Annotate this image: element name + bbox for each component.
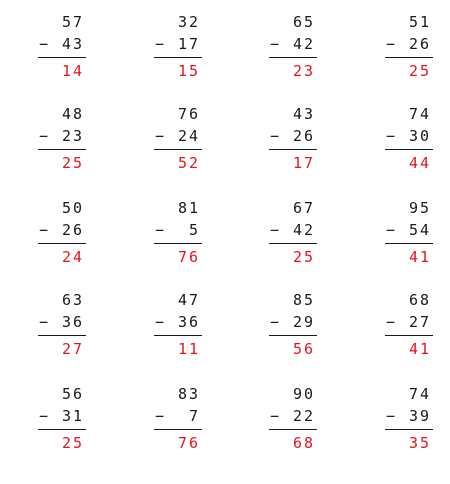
subtraction-problem — [269, 13, 317, 79]
minus-sign: − — [39, 127, 51, 145]
subtraction-problem — [154, 13, 202, 79]
minuend: 51 — [408, 13, 431, 31]
minus-sign: − — [155, 221, 167, 239]
subtraction-problem — [154, 291, 202, 357]
minuend: 57 — [61, 13, 84, 31]
answer-rule — [385, 335, 433, 336]
minuend: 32 — [177, 13, 200, 31]
minuend: 50 — [61, 199, 84, 217]
subtrahend: 39 — [408, 407, 431, 425]
subtraction-problem — [38, 199, 86, 265]
subtrahend: 31 — [61, 407, 84, 425]
minuend: 90 — [292, 385, 315, 403]
answer-rule — [38, 429, 86, 430]
difference-answer: 52 — [177, 154, 200, 172]
difference-answer: 17 — [292, 154, 315, 172]
subtrahend: 22 — [292, 407, 315, 425]
answer-rule — [154, 429, 202, 430]
minus-sign: − — [155, 313, 167, 331]
minus-sign: − — [39, 407, 51, 425]
answer-rule — [38, 57, 86, 58]
minus-sign: − — [155, 407, 167, 425]
difference-answer: 41 — [408, 248, 431, 266]
subtrahend: 30 — [408, 127, 431, 145]
minus-sign: − — [39, 313, 51, 331]
difference-answer: 76 — [177, 248, 200, 266]
answer-rule — [269, 243, 317, 244]
minus-sign: − — [155, 35, 167, 53]
subtrahend: 26 — [292, 127, 315, 145]
minuend: 48 — [61, 105, 84, 123]
subtraction-problem — [385, 385, 433, 451]
answer-rule — [38, 243, 86, 244]
minus-sign: − — [39, 221, 51, 239]
subtrahend: 42 — [292, 35, 315, 53]
subtraction-problem — [38, 291, 86, 357]
minus-sign: − — [386, 313, 398, 331]
subtraction-problem — [38, 105, 86, 171]
subtraction-problem — [385, 105, 433, 171]
minuend: 65 — [292, 13, 315, 31]
minus-sign: − — [155, 127, 167, 145]
answer-rule — [38, 335, 86, 336]
difference-answer: 25 — [292, 248, 315, 266]
minuend: 74 — [408, 385, 431, 403]
difference-answer: 14 — [61, 62, 84, 80]
minuend: 76 — [177, 105, 200, 123]
difference-answer: 25 — [61, 154, 84, 172]
subtrahend: 17 — [177, 35, 200, 53]
subtraction-problem — [269, 105, 317, 171]
subtrahend: 29 — [292, 313, 315, 331]
difference-answer: 76 — [177, 434, 200, 452]
subtraction-problem — [154, 199, 202, 265]
minus-sign: − — [270, 313, 282, 331]
subtrahend: 24 — [177, 127, 200, 145]
answer-rule — [385, 57, 433, 58]
subtraction-problem — [385, 291, 433, 357]
difference-answer: 35 — [408, 434, 431, 452]
minuend: 56 — [61, 385, 84, 403]
difference-answer: 11 — [177, 340, 200, 358]
subtraction-problem — [269, 291, 317, 357]
answer-rule — [269, 149, 317, 150]
subtraction-problem — [385, 199, 433, 265]
subtrahend: 43 — [61, 35, 84, 53]
difference-answer: 41 — [408, 340, 431, 358]
minuend: 67 — [292, 199, 315, 217]
minus-sign: − — [39, 35, 51, 53]
subtrahend: 54 — [408, 221, 431, 239]
subtraction-problem — [269, 199, 317, 265]
minus-sign: − — [386, 35, 398, 53]
answer-rule — [154, 149, 202, 150]
subtrahend: 26 — [61, 221, 84, 239]
minuend: 74 — [408, 105, 431, 123]
minus-sign: − — [270, 127, 282, 145]
subtraction-problem — [38, 385, 86, 451]
minus-sign: − — [386, 407, 398, 425]
subtrahend: 36 — [177, 313, 200, 331]
subtraction-problem — [154, 105, 202, 171]
minuend: 83 — [177, 385, 200, 403]
subtrahend: 23 — [61, 127, 84, 145]
difference-answer: 24 — [61, 248, 84, 266]
difference-answer: 44 — [408, 154, 431, 172]
answer-rule — [385, 243, 433, 244]
minus-sign: − — [270, 221, 282, 239]
minuend: 47 — [177, 291, 200, 309]
minus-sign: − — [386, 127, 398, 145]
subtrahend: 5 — [188, 221, 200, 239]
difference-answer: 15 — [177, 62, 200, 80]
answer-rule — [154, 243, 202, 244]
minuend: 68 — [408, 291, 431, 309]
answer-rule — [269, 335, 317, 336]
subtrahend: 26 — [408, 35, 431, 53]
answer-rule — [269, 57, 317, 58]
subtrahend: 42 — [292, 221, 315, 239]
minuend: 85 — [292, 291, 315, 309]
minus-sign: − — [270, 35, 282, 53]
minuend: 95 — [408, 199, 431, 217]
answer-rule — [154, 335, 202, 336]
subtrahend: 7 — [188, 407, 200, 425]
difference-answer: 25 — [61, 434, 84, 452]
subtraction-problem — [38, 13, 86, 79]
minus-sign: − — [386, 221, 398, 239]
minus-sign: − — [270, 407, 282, 425]
difference-answer: 23 — [292, 62, 315, 80]
subtraction-problem — [269, 385, 317, 451]
minuend: 43 — [292, 105, 315, 123]
subtraction-problem — [385, 13, 433, 79]
answer-rule — [269, 429, 317, 430]
subtraction-problem — [154, 385, 202, 451]
answer-rule — [38, 149, 86, 150]
answer-rule — [154, 57, 202, 58]
difference-answer: 25 — [408, 62, 431, 80]
difference-answer: 68 — [292, 434, 315, 452]
subtrahend: 27 — [408, 313, 431, 331]
answer-rule — [385, 149, 433, 150]
difference-answer: 56 — [292, 340, 315, 358]
subtrahend: 36 — [61, 313, 84, 331]
answer-rule — [385, 429, 433, 430]
minuend: 81 — [177, 199, 200, 217]
difference-answer: 27 — [61, 340, 84, 358]
minuend: 63 — [61, 291, 84, 309]
